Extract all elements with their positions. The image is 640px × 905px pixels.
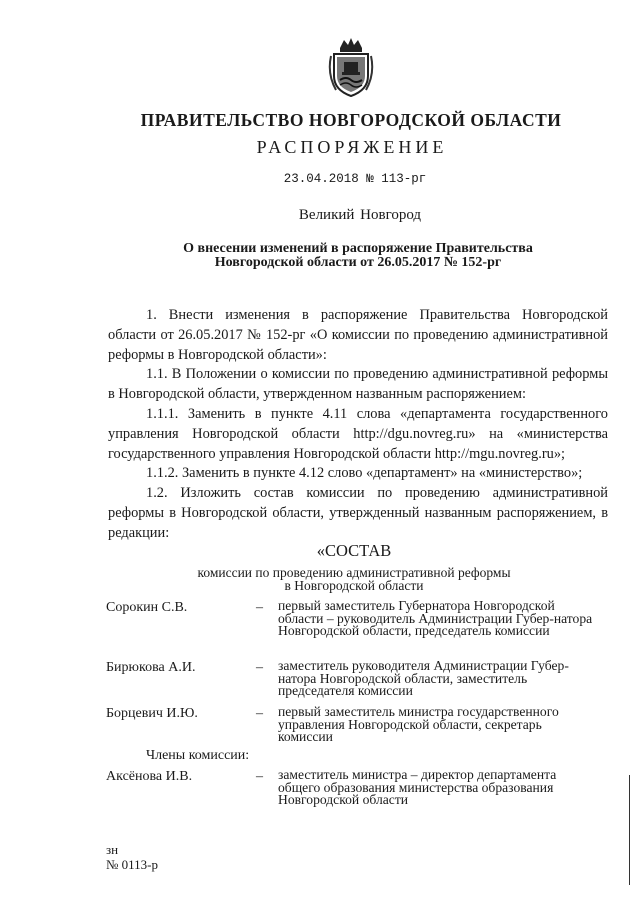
document-body — [108, 306, 608, 544]
document-footer — [106, 842, 158, 872]
composition-subtitle-line-2: в Новгородской области — [284, 578, 424, 593]
paragraph-1-2: 1.2. Изложить состав комиссии по проведению административной реформы в Новгородской области, утвержденный названным распоряжением, в редакции: — [108, 485, 608, 541]
footer-code: зн — [106, 842, 119, 857]
member-name: Бирюкова А.И. — [106, 660, 196, 675]
scan-edge-line — [629, 775, 630, 885]
subject-line-2: Новгородской области от 26.05.2017 № 152-рг — [214, 255, 502, 270]
member-role: первый заместитель министра государственного управления Новгородской области, секретарь комиссии — [278, 704, 559, 745]
composition-subtitle-line-1: комиссии по проведению административной реформы — [197, 565, 511, 580]
paragraph-1-1: 1.1. В Положении о комиссии по проведению административной реформы в Новгородской области, утвержденном названным распоряжением: — [108, 366, 608, 403]
composition-subtitle — [0, 566, 640, 592]
city: Великий Новгород — [298, 207, 422, 223]
subject-line-1: О внесении изменений в распоряжение Правительства — [183, 241, 533, 256]
document-number: 23.04.2018 № 113-рг — [283, 172, 427, 186]
member-dash: – — [256, 706, 263, 721]
government-title: ПРАВИТЕЛЬСТВО НОВГОРОДСКОЙ ОБЛАСТИ — [140, 110, 562, 130]
document-subject — [0, 242, 640, 270]
member-dash: – — [256, 600, 263, 615]
member-name: Сорокин С.В. — [106, 600, 188, 615]
member-role: заместитель министра – директор департамента общего образования министерства образования Новгородской области — [278, 767, 557, 808]
paragraph-1-1-1: 1.1.1. Заменить в пункте 4.11 слова «департамента государственного управления Новгородской области http://dgu.novreg.ru» на «министерства государственного управления Новгородской области http://mgu.novreg.ru»; — [108, 405, 608, 462]
document-type: РАСПОРЯЖЕНИЕ — [256, 137, 448, 157]
member-dash: – — [256, 660, 263, 675]
paragraph-1: 1. Внести изменения в распоряжение Правительства Новгородской области от 26.05.2017 № 152-рг «О комиссии по проведению административной реформы в Новгородской области»: — [108, 307, 608, 363]
member-role: первый заместитель Губернатора Новгородской области – руководитель Администрации Губер-натора Новгородской области, председатель комиссии — [278, 598, 593, 639]
composition-title: «СОСТАВ — [316, 541, 392, 560]
member-dash: – — [256, 769, 263, 784]
members-label: Члены комиссии: — [146, 748, 250, 763]
member-role: заместитель руководителя Администрации Губер-натора Новгородской области, заместитель председателя комиссии — [278, 658, 569, 699]
member-name: Борцевич И.Ю. — [106, 706, 198, 721]
footer-number: № 0113-р — [106, 857, 158, 872]
coat-of-arms-icon — [326, 36, 376, 98]
paragraph-1-1-2: 1.1.2. Заменить в пункте 4.12 слово «департамент» на «министерство»; — [146, 465, 583, 482]
member-name: Аксёнова И.В. — [106, 769, 193, 784]
